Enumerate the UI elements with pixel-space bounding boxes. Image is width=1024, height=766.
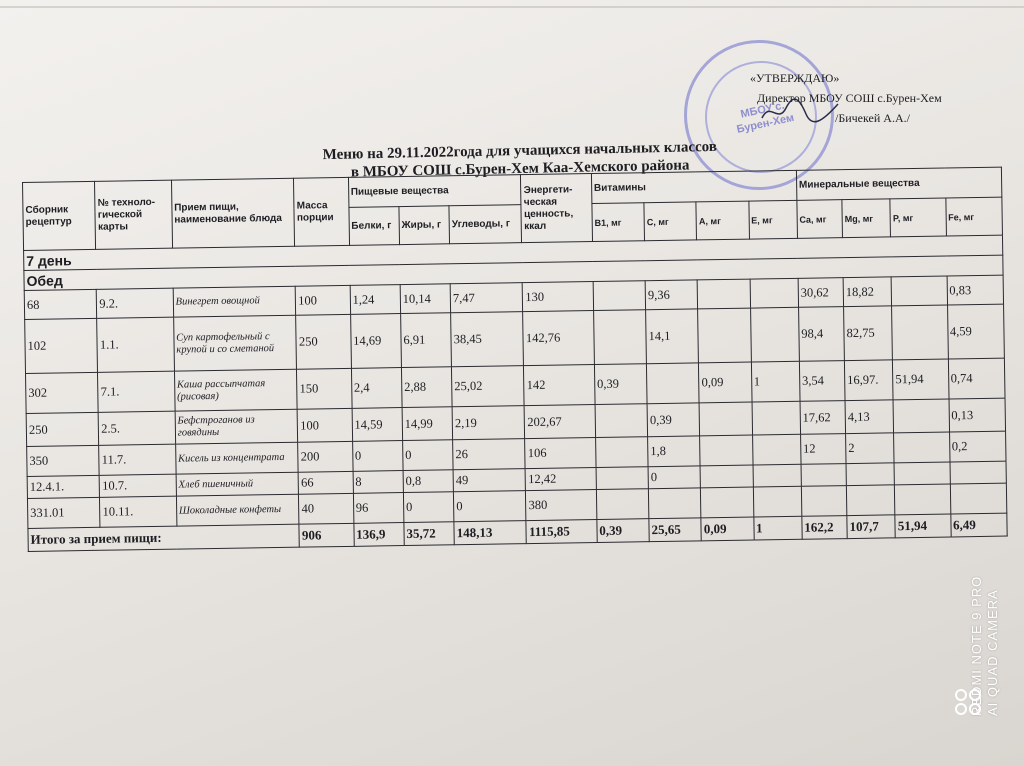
cell-a	[701, 487, 754, 518]
header-collection: Сборник рецептур	[23, 181, 96, 250]
total-c: 25,65	[649, 518, 702, 542]
cell-energy: 106	[525, 438, 596, 469]
cell-fe: 0,13	[949, 398, 1006, 432]
cell-a	[700, 465, 753, 488]
watermark-text	[969, 516, 1001, 716]
cell-a	[699, 402, 752, 436]
header-mg: Mg, мг	[842, 199, 891, 238]
header-mass: Масса порции	[294, 177, 349, 246]
cell-mass: 100	[297, 408, 352, 442]
cell-p	[893, 399, 949, 433]
cell-e	[750, 307, 799, 362]
cell-mass: 100	[296, 285, 351, 315]
table-body	[24, 275, 1007, 528]
cell-dish-name: Винегрет овощной	[173, 286, 296, 317]
cell-energy: 130	[523, 282, 594, 312]
total-carbs: 148,13	[454, 521, 527, 545]
cell-collection: 250	[26, 412, 99, 446]
cell-energy: 12,42	[526, 468, 597, 491]
cell-mg	[846, 463, 895, 486]
header-carbs: Углеводы, г	[449, 205, 522, 244]
section-label: Обед	[24, 255, 1003, 290]
cell-c: 0,39	[647, 403, 700, 437]
cell-carbs: 25,02	[452, 366, 525, 407]
cell-mg: 4,13	[845, 400, 894, 434]
cell-protein: 14,59	[352, 408, 403, 442]
cell-a	[697, 279, 750, 309]
cell-p	[894, 432, 950, 463]
cell-c	[648, 488, 701, 519]
cell-e	[752, 434, 801, 465]
cell-c: 9,36	[645, 280, 698, 310]
cell-mass: 250	[296, 314, 351, 369]
header-ca: Ca, мг	[797, 200, 843, 239]
cell-dish-name: Бефстроганов из говядины	[175, 409, 298, 444]
approval-heading: «УТВЕРЖДАЮ»	[750, 71, 840, 85]
cell-protein: 8	[353, 471, 404, 494]
approval-name: /Бичекей А.А./	[835, 111, 910, 125]
cell-energy: 380	[526, 490, 597, 521]
cell-mg: 2	[846, 433, 895, 464]
cell-collection: 350	[27, 445, 100, 476]
cell-collection: 68	[24, 289, 97, 319]
cell-a	[700, 435, 753, 466]
camera-lens-icon	[954, 688, 982, 716]
cell-p	[894, 462, 950, 485]
cell-protein: 1,24	[350, 285, 401, 315]
cell-mass: 200	[298, 441, 353, 472]
approval-director: Директор МБОУ СОШ с.Бурен-Хем	[757, 91, 942, 105]
cell-ca: 3,54	[799, 361, 845, 402]
header-fat: Жиры, г	[399, 206, 450, 245]
cell-fe: 0,74	[948, 358, 1005, 399]
cell-b1	[593, 281, 646, 311]
title-line-2: в МБОУ СОШ с.Бурен-Хем Каа-Хемского района	[350, 157, 690, 181]
cell-tech-card: 9.2.	[97, 288, 174, 318]
camera-watermark	[940, 520, 1000, 720]
cell-e	[753, 486, 802, 517]
cell-ca: 17,62	[800, 401, 846, 435]
day-label: 7 день	[24, 235, 1003, 270]
menu-table	[22, 167, 1008, 552]
cell-b1	[596, 489, 649, 520]
cell-b1	[595, 437, 648, 468]
total-ca: 162,2	[802, 516, 848, 540]
cell-carbs: 49	[453, 469, 526, 492]
cell-mass: 150	[297, 368, 352, 409]
header-c: С, мг	[644, 202, 697, 241]
cell-tech-card: 7.1.	[98, 371, 175, 412]
cell-fat: 14,99	[402, 407, 453, 441]
cell-b1	[593, 310, 646, 365]
cell-ca: 98,4	[798, 307, 844, 362]
cell-collection: 102	[25, 318, 98, 373]
total-mass: 906	[299, 523, 354, 547]
cell-fe	[950, 483, 1007, 514]
cell-mg	[846, 485, 895, 516]
cell-dish-name: Кисель из концентрата	[175, 442, 298, 474]
cell-mg: 82,75	[844, 306, 893, 361]
cell-energy: 202,67	[525, 405, 596, 439]
cell-carbs: 0	[454, 491, 527, 522]
total-fat: 35,72	[404, 522, 455, 546]
total-fe: 6,49	[950, 513, 1007, 537]
cell-fat: 0	[402, 440, 453, 471]
cell-mg: 16,97.	[844, 360, 893, 401]
cell-e	[753, 464, 802, 487]
cell-c: 1,8	[648, 436, 701, 467]
cell-carbs: 7,47	[450, 283, 523, 313]
total-energy: 1115,85	[526, 520, 597, 544]
cell-p	[895, 484, 951, 515]
title-line-1: Меню на 29.11.2022года для учащихся начальных классов	[322, 138, 718, 164]
cell-ca	[801, 464, 847, 487]
cell-b1: 0,39	[594, 364, 647, 405]
cell-fat: 2,88	[401, 367, 452, 408]
total-b1: 0,39	[597, 519, 650, 543]
cell-tech-card: 1.1.	[97, 317, 174, 372]
cell-a	[698, 308, 751, 363]
cell-dish-name: Каша рассыпчатая (рисовая)	[174, 369, 297, 411]
header-e: Е, мг	[748, 200, 797, 239]
header-meal: Прием пищи, наименование блюда	[171, 178, 295, 248]
cell-dish-name: Хлеб пшеничный	[176, 472, 299, 496]
cell-fat: 0,8	[403, 470, 454, 493]
total-protein: 136,9	[354, 523, 405, 547]
header-b1: В1, мг	[592, 203, 645, 242]
cell-p	[891, 276, 947, 306]
total-mg: 107,7	[847, 515, 896, 539]
cell-p: 51,94	[893, 359, 949, 400]
cell-c: 0	[648, 466, 701, 489]
cell-carbs: 2,19	[452, 406, 525, 440]
cell-mass: 40	[299, 493, 354, 524]
cell-ca: 12	[800, 434, 846, 465]
cell-carbs: 26	[453, 439, 526, 470]
header-protein: Белки, г	[349, 207, 400, 246]
cell-fe	[950, 461, 1007, 484]
cell-a: 0,09	[699, 362, 752, 403]
cell-e	[750, 278, 799, 308]
header-energy: Энергети-ческая ценность, ккал	[521, 174, 592, 243]
cell-p	[892, 305, 948, 360]
watermark-line-1: REDMI NOTE 9 PRO	[969, 575, 984, 716]
cell-protein: 2,4	[351, 368, 402, 409]
paper-fold-line	[0, 6, 1024, 8]
header-nutrients: Пищевые вещества	[348, 175, 521, 208]
cell-tech-card: 10.7.	[99, 474, 176, 497]
cell-dish-name: Шоколадные конфеты	[176, 494, 299, 526]
cell-protein: 14,69	[350, 314, 401, 369]
total-p: 51,94	[895, 514, 951, 538]
cell-collection: 331.01	[27, 497, 100, 528]
cell-e: 1	[751, 361, 800, 402]
cell-tech-card: 2.5.	[98, 411, 175, 445]
cell-carbs: 38,45	[451, 312, 524, 367]
total-a: 0,09	[701, 517, 754, 541]
header-p: P, мг	[890, 198, 946, 237]
cell-ca	[801, 486, 847, 517]
cell-tech-card: 10.11.	[100, 496, 177, 527]
header-fe: Fe, мг	[945, 197, 1002, 236]
cell-b1	[596, 467, 649, 490]
menu-table-wrapper	[22, 167, 1008, 552]
total-e: 1	[753, 516, 802, 540]
cell-protein: 0	[352, 441, 403, 472]
cell-energy: 142,76	[523, 311, 594, 366]
header-vitamins: Витамины	[591, 170, 796, 203]
cell-b1	[595, 404, 648, 438]
header-minerals: Минеральные вещества	[796, 167, 1002, 200]
header-a: А, мг	[696, 201, 749, 240]
watermark-line-2: AI QUAD CAMERA	[985, 589, 1000, 716]
cell-protein: 96	[353, 493, 404, 524]
cell-mg: 18,82	[843, 277, 892, 307]
cell-fe: 0,2	[949, 431, 1006, 462]
cell-collection: 302	[26, 372, 99, 413]
cell-e	[752, 401, 801, 435]
cell-dish-name: Суп картофельный с крупой и со сметаной	[173, 315, 296, 371]
cell-mass: 66	[298, 471, 353, 494]
cell-collection: 12.4.1.	[27, 475, 100, 498]
cell-c	[646, 363, 699, 404]
cell-fat: 10,14	[400, 284, 451, 314]
header-tech-card: № техноло-гической карты	[95, 180, 172, 249]
stamp-text: МБОУ с. Бурен-Хем	[735, 99, 796, 136]
cell-ca: 30,62	[798, 278, 844, 308]
cell-fe: 0,83	[947, 275, 1004, 305]
cell-fat: 6,91	[400, 313, 451, 368]
cell-tech-card: 11.7.	[99, 444, 176, 475]
cell-c: 14,1	[646, 309, 699, 364]
cell-fe: 4,59	[947, 304, 1004, 359]
cell-energy: 142	[524, 365, 595, 406]
total-label: Итого за прием пищи:	[28, 524, 300, 551]
cell-fat: 0	[403, 492, 454, 523]
